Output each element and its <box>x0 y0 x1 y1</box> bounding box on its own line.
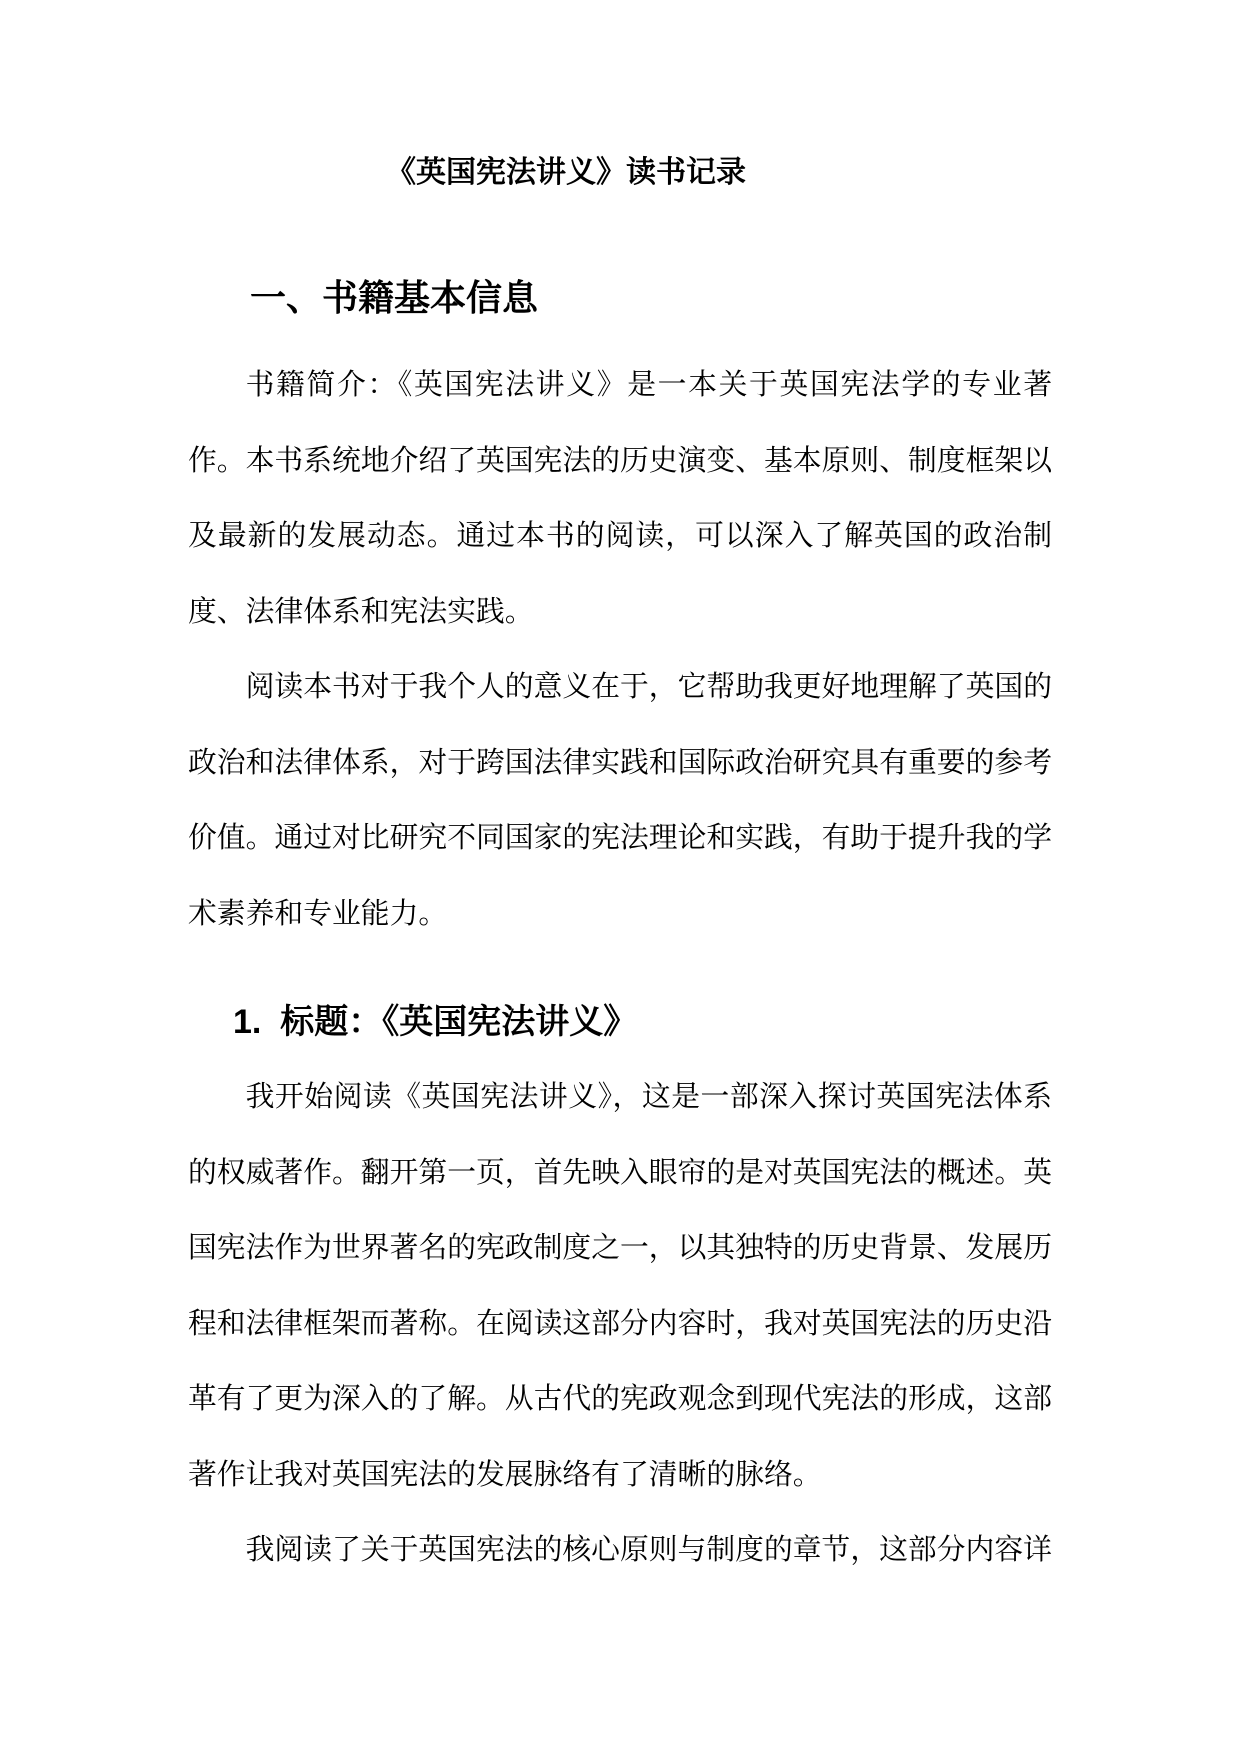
section-book-title <box>188 998 1052 1589</box>
document-title: 《英国宪法讲义》读书记录 <box>386 156 746 189</box>
paragraph-personal-significance: 阅读本书对于我个人的意义在于，它帮助我更好地理解了英国的政治和法律体系，对于跨国法律实践和国际政治研究具有重要的参考价值。通过对比研究不同国家的宪法理论和实践，有助于提升我的学术素养和专业能力。 <box>188 671 1052 930</box>
section-heading-basic-info: 一、书籍基本信息 <box>250 277 539 318</box>
paragraph-core-principles: 我阅读了关于英国宪法的核心原则与制度的章节，这部分内容详 <box>245 1534 1052 1566</box>
section-basic-info <box>188 274 1052 952</box>
paragraph-book-intro: 书籍简介：《英国宪法讲义》是一本关于英国宪法学的专业著作。本书系统地介绍了英国宪法的历史演变、基本原则、制度框架以及最新的发展动态。通过本书的阅读，可以深入了解英国的政治制度、法律体系和宪法实践。 <box>188 369 1052 628</box>
subsection-heading-title: 1. 标题：《英国宪法讲义》 <box>233 1003 638 1041</box>
paragraph-reading-overview: 我开始阅读《英国宪法讲义》，这是一部深入探讨英国宪法体系的权威著作。翻开第一页，首先映入眼帘的是对英国宪法的概述。英国宪法作为世界著名的宪政制度之一，以其独特的历史背景、发展历程和法律框架而著称。在阅读这部分内容时，我对英国宪法的历史沿革有了更为深入的了解。从古代的宪政观念到现代宪法的形成，这部著作让我对英国宪法的发展脉络有了清晰的脉络。 <box>188 1081 1052 1491</box>
